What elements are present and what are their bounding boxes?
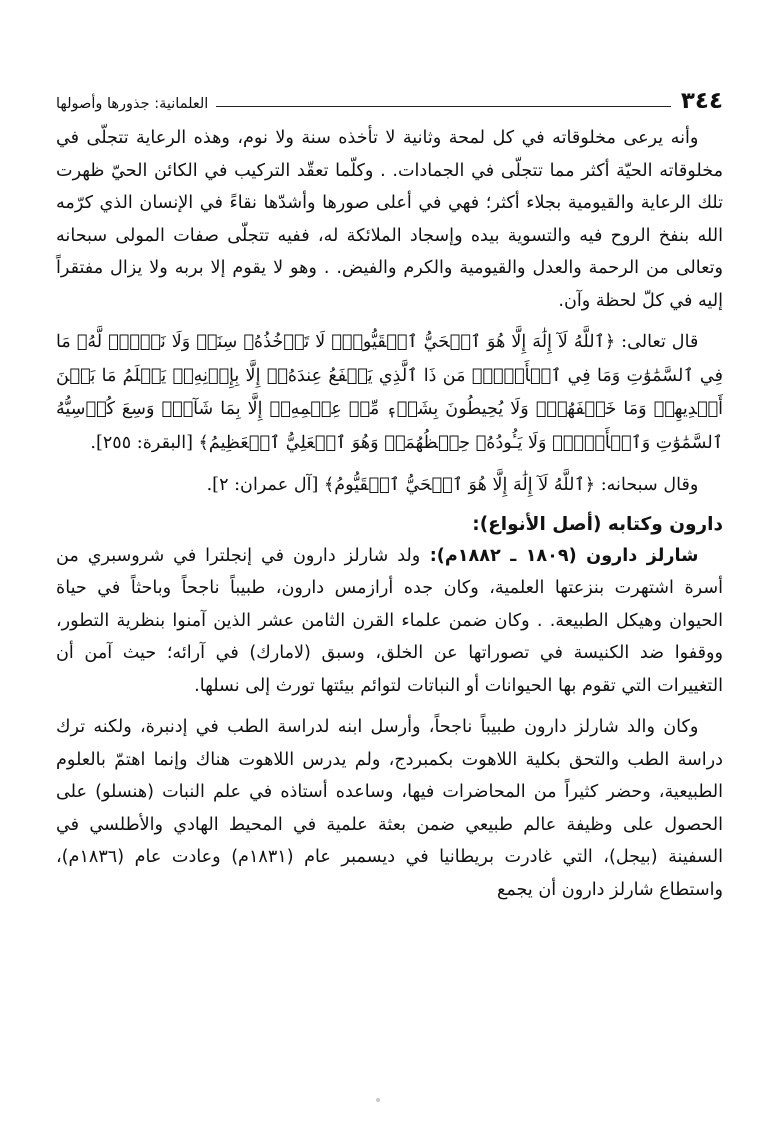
quran-quote-al-imran: وقال سبحانه: ﴿ٱللَّهُ لَآ إِلَٰهَ إِلَّا هُوَ ٱلۡحَيُّ ٱلۡقَيُّومُ﴾ [آل عمران: ٢]. [206, 475, 699, 495]
book-page [56, 78, 723, 906]
folio-dot [376, 1098, 380, 1102]
running-header [56, 78, 723, 114]
darwin-bio-text: ولد شارلز دارون في إنجلترا في شروسبري من أسرة اشتهرت بنزعتها العلمية، وكان جده أرازمس دارون، طبيباً ناجحاً وباحثاً في حياة الحيوان وهيكل الطبيعة. . وكان ضمن علماء القرن الثامن عشر الذين آمنوا بنظرية التطور، ووقفوا ضد الكنيسة في تصوراتها عن الخلق، وسبق (لامارك) في آرائه؛ حيث آمن أن التغييرات التي تقوم بها الحيوانات أو النباتات لتوائم بيئتها تورث إلى نسلها. [56, 545, 723, 696]
paragraph-darwin-education: وكان والد شارلز دارون طبيباً ناجحاً، وأرسل ابنه لدراسة الطب في إدنبرة، ولكنه ترك دراسة الطب والتحق بكلية اللاهوت بكمبردج، ولم يدرس اللاهوت هناك وإنما اهتمّ بالعلوم الطبيعية، وحضر كثيراً من المحاضرات فيها، وساعده أستاذه في علم النبات (هنسلو) على الحصول على وظيفة عالم طبيعي ضمن بعثة علمية في المحيط الهادي والأطلسي في السفينة (بيجل)، التي غادرت بريطانيا في ديسمبر عام (١٨٣١م) وعادت عام (١٨٣٦م)، واستطاع شارلز دارون أن يجمع [56, 717, 723, 900]
running-title: العلمانية: جذورها وأصولها [56, 96, 209, 112]
section-heading: دارون وكتابه (أصل الأنواع): [472, 513, 723, 535]
paragraph-darwin-bio [56, 540, 723, 703]
darwin-name-lead: شارلز دارون [586, 545, 699, 566]
quran-quote-ayat-al-kursi: قال تعالى: ﴿ٱللَّهُ لَآ إِلَٰهَ إِلَّا هُوَ ٱلۡحَيُّ ٱلۡقَيُّومُۚ لَا تَأۡخُذُهُۥ سِنَةٞ وَلَا نَوۡمٞۚ لَّهُۥ مَا فِي ٱلسَّمَٰوَٰتِ وَمَا فِي ٱلۡأَرۡضِۗ مَن ذَا ٱلَّذِي يَشۡفَعُ عِندَهُۥٓ إِلَّا بِإِذۡنِهِۦۚ يَعۡلَمُ مَا بَيۡنَ أَيۡدِيهِمۡ وَمَا خَلۡفَهُمۡۖ وَلَا يُحِيطُونَ بِشَيۡءٖ مِّنۡ عِلۡمِهِۦٓ إِلَّا بِمَا شَآءَۚ وَسِعَ كُرۡسِيُّهُ ٱلسَّمَٰوَٰتِ وَٱلۡأَرۡضَۖ وَلَا يَـُٔودُهُۥ حِفۡظُهُمَاۚ وَهُوَ ٱلۡعَلِيُّ ٱلۡعَظِيمُ﴾ [البقرة: ٢٥٥]. [56, 332, 723, 453]
paragraph-divine-care: وأنه يرعى مخلوقاته في كل لمحة وثانية لا تأخذه سنة ولا نوم، وهذه الرعاية تتجلّى في مخلوقاته الحيّة أكثر مما تتجلّى في الجمادات. . وكلّما تعقّد التركيب في الكائن الحيّ ظهرت تلك الرعاية والقيومية بجلاء أكثر؛ فهي في أعلى صورها وأشدّها نقاءً في الإنسان الذي كرّمه الله بنفخ الروح فيه والتسوية بيده وإسجاد الملائكة له، ففيه تتجلّى صفات المولى سبحانه وتعالى من الرحمة والعدل والقيومية والكرم والفيض. . وهو لا يقوم إلا بربه ولا يزال مفتقراً إليه في كلّ لحظة وآن. [56, 128, 723, 311]
header-rule [216, 106, 671, 107]
page-number: ٣٤٤ [680, 88, 723, 114]
darwin-dates: (١٨٠٩ ـ ١٨٨٢م): [420, 545, 587, 566]
page-body [56, 122, 723, 906]
